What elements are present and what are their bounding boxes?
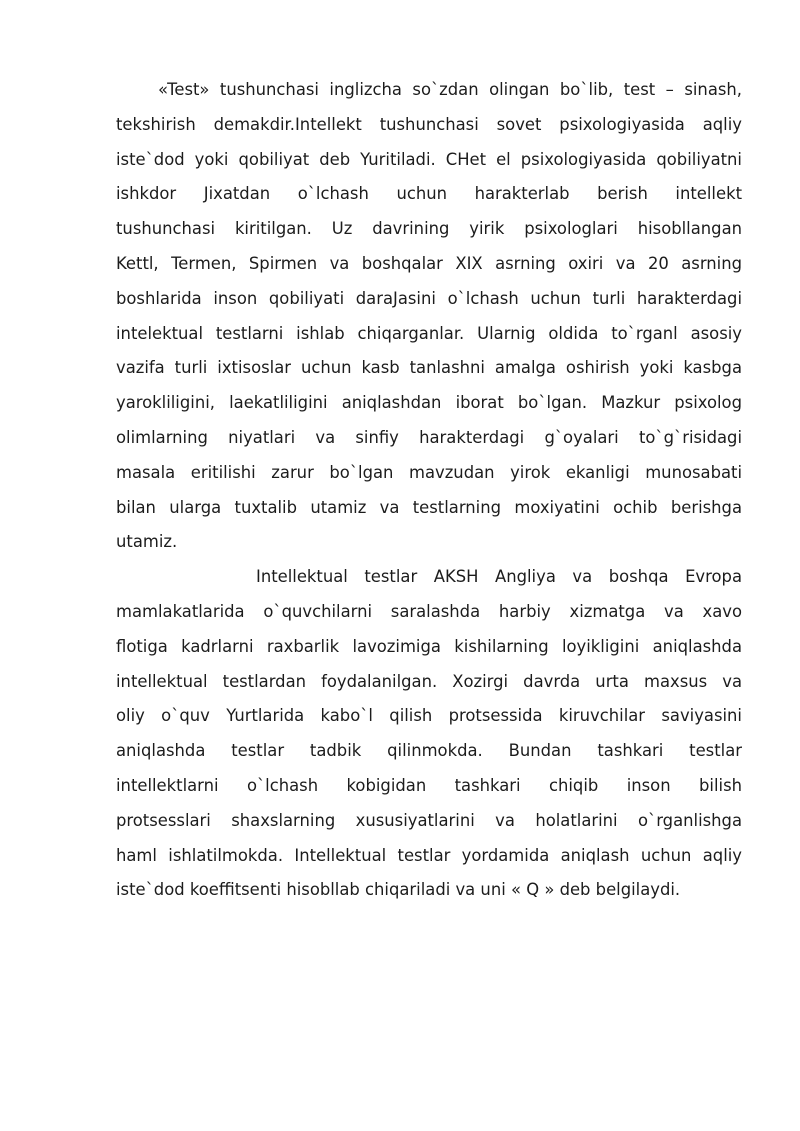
text-line: intellektual testlardan foydalanilgan. Xozirgi davrda urta maxsus va xyxy=(116,671,742,691)
text-line: oliy o`quv Yurtlarida kabo`l qilish protsessida kiruvchilar saviyasini xyxy=(116,706,742,726)
text-line: «Test» tushunchasi inglizcha so`zdan olingan bo`lib, test – sinash, xyxy=(158,80,742,99)
text-line: intelektual testlarni ishlab chiqarganlar. Ularnig oldida to`rganl asosiy xyxy=(116,323,742,343)
text-line: Kettl, Termen, Spirmen va boshqalar XIX asrning oxiri va 20 asrning xyxy=(116,253,742,273)
text-line: aniqlashda testlar tadbik qilinmokda. Bundan tashkari testlar xyxy=(116,741,742,761)
text-line: iste`dod yoki qobiliyat deb Yuritiladi. CHet el psixologiyasida qobiliyatni xyxy=(116,149,742,169)
text-line: olimlarning niyatlari va sinfiy harakterdagi g`oyalari to`g`risidagi xyxy=(116,427,742,447)
text-line: flotiga kadrlarni raxbarlik lavozimiga kishilarning loyikligini aniqlashda xyxy=(116,636,742,656)
text-line: boshlarida inson qobiliyati daraJasini o`lchash uchun turli harakterdagi xyxy=(116,288,742,308)
paragraph-1 xyxy=(116,73,742,560)
text-line: vazifa turli ixtisoslar uchun kasb tanlashni amalga oshirish yoki kasbga xyxy=(116,358,742,378)
text-line: masala eritilishi zarur bo`lgan mavzudan yirok ekanligi munosabati xyxy=(116,462,742,482)
body-text xyxy=(116,73,742,908)
text-line: protsesslari shaxslarning xususiyatlarini va holatlarini o`rganlishga xyxy=(116,810,742,830)
text-line: ishkdor Jixatdan o`lchash uchun harakterlab berish intellekt xyxy=(116,184,742,204)
text-line: tushunchasi kiritilgan. Uz davrining yirik psixologlari hisobllangan xyxy=(116,219,742,239)
text-line: tekshirish demakdir.Intellekt tushunchasi sovet psixologiyasida aqliy xyxy=(116,114,742,134)
text-line: iste`dod koeffitsenti hisobllab chiqariladi va uni « Q » deb belgilaydi. xyxy=(116,880,681,900)
text-line: intellektlarni o`lchash kobigidan tashkari chiqib inson bilish xyxy=(116,775,742,795)
text-line: bilan ularga tuxtalib utamiz va testlarning moxiyatini ochib berishga xyxy=(116,497,742,517)
text-line: Intellektual testlar AKSH Angliya va boshqa Evropa xyxy=(256,567,742,587)
text-line: utamiz. xyxy=(116,532,178,552)
text-line: yarokliligini, laekatliligini aniqlashdan iborat bo`lgan. Mazkur psixolog xyxy=(116,393,742,413)
paragraph-2 xyxy=(116,560,742,908)
text-line: mamlakatlarida o`quvchilarni saralashda harbiy xizmatga va xavo xyxy=(116,601,742,621)
text-line: haml ishlatilmokda. Intellektual testlar yordamida aniqlash uchun aqliy xyxy=(116,845,742,865)
